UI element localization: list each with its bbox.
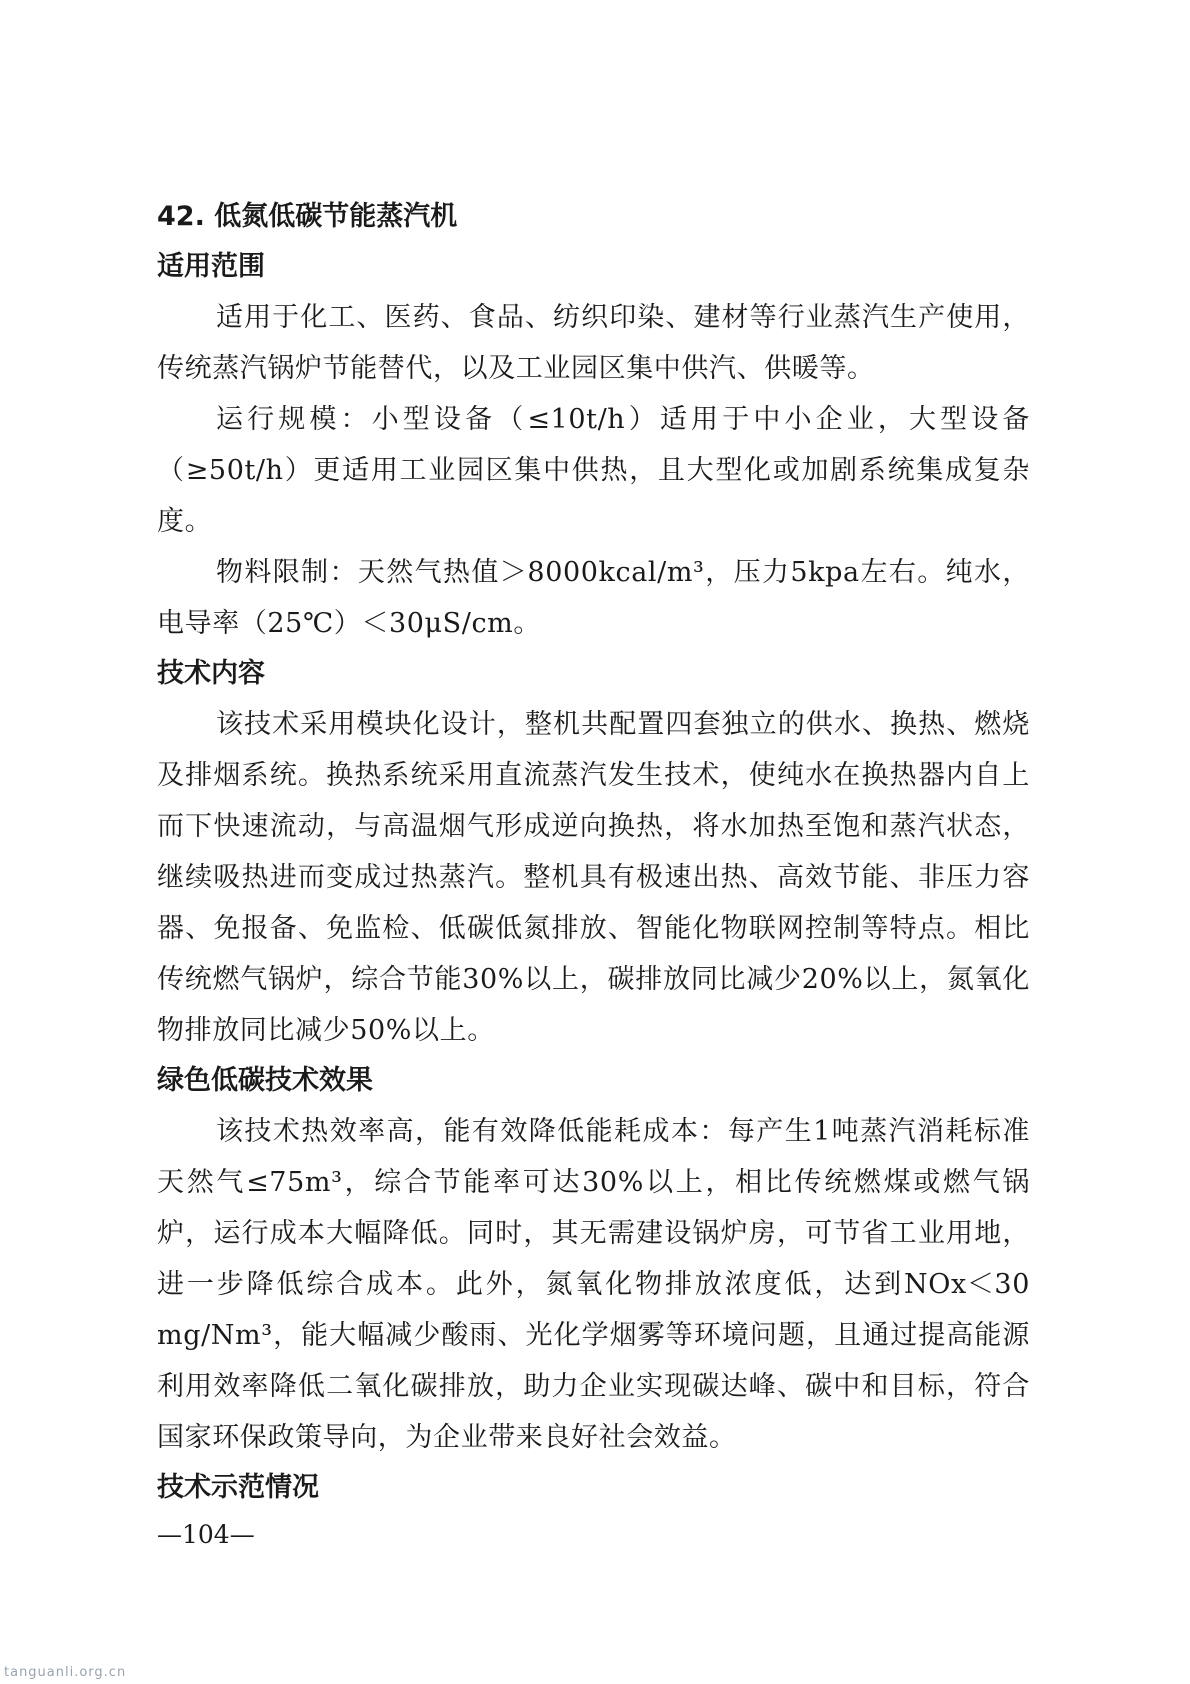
section-heading: 绿色低碳技术效果: [157, 1065, 373, 1096]
paragraph: 适用于化工、医药、食品、纺织印染、建材等行业蒸汽生产使用，传统蒸汽锅炉节能替代，以及工业园区集中供汽、供暖等。: [157, 302, 1030, 384]
section-heading: 技术示范情况: [157, 1472, 319, 1503]
page-number: —104—: [157, 1520, 255, 1549]
watermark: tanguanli.org.cn: [4, 1665, 127, 1680]
document-title: 42. 低氮低碳节能蒸汽机: [157, 201, 458, 232]
document-page: [157, 192, 1030, 1513]
paragraph: 该技术采用模块化设计，整机共配置四套独立的供水、换热、燃烧及排烟系统。换热系统采用直流蒸汽发生技术，使纯水在换热器内自上而下快速流动，与高温烟气形成逆向换热，将水加热至饱和蒸汽状态，继续吸热进而变成过热蒸汽。整机具有极速出热、高效节能、非压力容器、免报备、免监检、低碳低氮排放、智能化物联网控制等特点。相比传统燃气锅炉，综合节能30%以上，碳排放同比减少20%以上，氮氧化物排放同比减少50%以上。: [157, 709, 1030, 1046]
paragraph: 运行规模：小型设备（≤10t/h）适用于中小企业，大型设备（≥50t/h）更适用工业园区集中供热，且大型化或加剧系统集成复杂度。: [157, 404, 1030, 537]
section-scope: [157, 242, 1030, 649]
section-heading: 技术内容: [157, 658, 265, 689]
section-green-effect: [157, 1056, 1030, 1463]
section-heading: 适用范围: [157, 251, 265, 282]
section-demonstration: [157, 1463, 1030, 1513]
paragraph: 物料限制：天然气热值＞8000kcal/m³，压力5kpa左右。纯水，电导率（25℃）＜30μS/cm。: [157, 557, 1030, 639]
section-technical-content: [157, 649, 1030, 1056]
paragraph: 该技术热效率高，能有效降低能耗成本：每产生1吨蒸汽消耗标准天然气≤75m³，综合节能率可达30%以上，相比传统燃煤或燃气锅炉，运行成本大幅降低。同时，其无需建设锅炉房，可节省工业用地，进一步降低综合成本。此外，氮氧化物排放浓度低，达到NOx＜30 mg/Nm³，能大幅减少酸雨、光化学烟雾等环境问题，且通过提高能源利用效率降低二氧化碳排放，助力企业实现碳达峰、碳中和目标，符合国家环保政策导向，为企业带来良好社会效益。: [157, 1116, 1030, 1453]
